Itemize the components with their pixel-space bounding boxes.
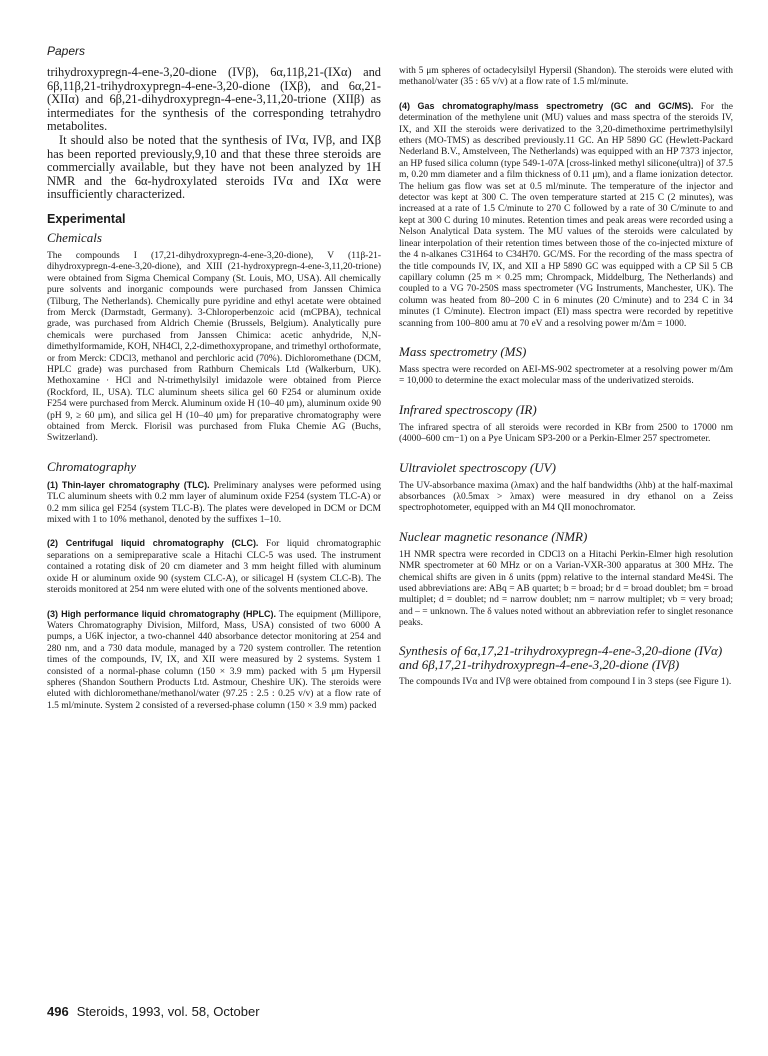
hplc-paragraph bbox=[47, 609, 381, 713]
left-column bbox=[47, 66, 381, 712]
ir-paragraph: The infrared spectra of all steroids were recorded in KBr from 2500 to 17000 nm (4000–600 cm−1) on a Pye Unicam SP3-200 or a Perkin-Elmer 257 spectrometer. bbox=[399, 422, 733, 445]
hplc-text: The equipment (Millipore, Waters Chromatography Division, Milford, Mass, USA) consisted of two 6000 A pumps, a U6K injector, a two-channel 440 absorbance detector monitoring at 254 and 280 nm, and a 730 data module, managed by a 720 system controller. The retention times of the compounds, IV, IX, and XII were measured by 2 systems. System 1 consisted of a normal-phase column (150 × 3.9 mm) packed with 5 μm Hypersil spheres (Shandon Southern Products Ltd. Astmour, Cheshire UK). The steroids were eluted with dichloromethane/methanol/water (97.25 : 2.5 : 0.25 v/v) at a flow rate of 1.5 ml/minute. System 2 consisted of a reversed-phase column (150 × 3.9 mm) packed bbox=[47, 609, 382, 711]
clc-paragraph bbox=[47, 538, 381, 596]
uv-paragraph: The UV-absorbance maxima (λmax) and the half bandwidths (λhb) at the half-maximal absorbances (λ0.5max > λmax) were measured in dry ethanol on a Zeiss spectrophotometer, equipped with an M4 QII monochromator. bbox=[399, 480, 733, 514]
page-number: 496 bbox=[47, 1004, 69, 1019]
uv-heading: Ultraviolet spectroscopy (UV) bbox=[399, 459, 556, 475]
synthesis-heading: Synthesis of 6α,17,21-trihydroxypregn-4-ene-3,20-dione (IVα) and 6β,17,21-trihydroxypregn-4-ene-3,20-dione (IVβ) bbox=[399, 642, 723, 672]
journal-citation: Steroids, 1993, vol. 58, October bbox=[76, 1004, 260, 1019]
section-header: Papers bbox=[47, 44, 86, 58]
nmr-paragraph: 1H NMR spectra were recorded in CDCl3 on a Hitachi Perkin-Elmer high resolution NMR spectrometer at 60 MHz or on a Varian-VXR-300 apparatus at 300 MHz. The chemical shifts are given in δ units (ppm) relative to the internal standard Me4Si. The used abbreviations are: ABq = AB quartet; b = broad; br d = broad doublet; bm = broad multiplet; d = doublet; nd = narrow doublet; nm = narrow multiplet; vb = very broad; and – = unknown. The δ values noted without an abbreviation refer to singlet resonance peaks. bbox=[399, 549, 733, 629]
clc-text: For liquid chromatographic separations on a semipreparative scale a Hitachi CLC-5 was used. The instrument contained a rotating disk of 20 cm diameter and 3 mm height filled with aluminum oxide H or aluminum oxide 90 (system CLC-A), or silicagel H (system CLC-B). The steroids monitored at 254 nm were eluted with one of the solvents mentioned above. bbox=[47, 539, 381, 596]
chemicals-heading: Chemicals bbox=[47, 229, 102, 245]
tlc-title: (1) Thin-layer chromatography (TLC). bbox=[47, 479, 210, 490]
chromatography-heading: Chromatography bbox=[47, 458, 137, 474]
experimental-heading: Experimental bbox=[47, 211, 126, 226]
chemicals-paragraph: The compounds I (17,21-dihydroxypregn-4-ene-3,20-dione), V (11β-21-dihydroxypregn-4-ene-3,20-dione), and XIII (21-hydroxypregn-4-ene-3,11,20-trione) were obtained from Sigma Chemical Company (St. Louis, MO, USA). All chemically pure solvents and inorganic compounds were purchased from Janssen Chimica (Tilburg, The Netherlands). Chemically pure pyridine and ethyl acetate were obtained from Merck (Darmstadt, Germany). 3-Chloroperbenzoic acid (mCPBA), technical grade, was purchased from Aldrich Chemie (Brussels, Belgium). Analytically pure chemicals were purchased from Janssen Chimica: acetic anhydride, N,N-dimethylformamide, KOH, NH4Cl, 2,2-dimethoxypropane, and trimethyl orthoformate, or from Merck: CDCl3, methanol and perchloric acid (70%). Dichloromethane (DCM, HPLC grade) was purchased from Rathburn Chemicals Ltd (Walkerburn, UK). Methoxamine · HCl and N-trimethylsilyl imidazole were obtained from Pierce (Rockford, IL, USA). TLC aluminum sheets silica gel 60 F254 or aluminum oxide F254 were purchased from Merck. Aluminum oxide H (10–40 μm), aluminum oxide 90 (pH 9, ≥ 60 μm), and silica gel H (10–40 μm) for preparative chromatography were obtained from Merck. Florisil was purchased from Fluka Chemie AG (Buchs, Switzerland). bbox=[47, 250, 382, 444]
intro-paragraph-1: trihydroxypregn-4-ene-3,20-dione (IVβ), 6α,11β,21-(IXα) and 6β,11β,21-trihydroxypregn-4-ene-3,20-dione (IXβ), and 6α,21-(XIIα) and 6β,21-dihydroxypregn-4-ene-3,11,20-trione (XIIβ) as intermediates for the synthesis of the corresponding tetrahydro metabolites. bbox=[47, 65, 381, 134]
gcms-text: For the determination of the methylene unit (MU) values and mass spectra of the steroids IV, IX, and XII the steroids were derivatized to the 3,20-dimethoxime pertrimethylsilyl ethers (MO-TMS) as described previously.11 GC. An HP 5890 GC (Hewlett-Packard Nederland B.V., Amstelveen, The Netherlands) was equipped with an HP 7373 injector, an HP fused silica column (type 549-1-07A [cross-linked methyl silicone(ultra)] of 37.5 m, 0.20 mm diameter and a film thickness of 0.11 μm), and a flame ionization detector. The helium gas flow was set at 0.5 ml/minute. The temperature of the injector and detector was kept at 300 C. The oven temperature started at 215 C (2 minutes), was increased at a rate of 1.5 C/minute to 270 C followed by a rate of 30 C/minute to and kept at 300 C during 10 minutes. Retention times and peak areas were recorded using a Nelson Analytical Data system. The MU values of the steroids were calculated by linear interpolation of their retention times between those of the co-injected mixture of the 4 n-alkanes C31H64 to C34H70. GC/MS. For the recording of the mass spectra of the title compounds IV, IX, and XII a HP 5890 GC was equipped with a CP Sil 5 CB capillary column (25 m × 0.25 mm; Chrompack, Middelburg, The Netherlands) and coupled to a VG 70-250S mass spectrometer (VG Instruments, Manchester, UK). The column was heated from 80–200 C in 6 minutes (20 C/minute) and to 234 C in 34 minutes (1 C/minute). Electron impact (EI) mass spectra were recorded by repetitive scanning from 100–800 amu at 70 eV and a resolving power m/Δm = 1000. bbox=[399, 101, 733, 329]
clc-title: (2) Centrifugal liquid chromatography (CLC). bbox=[47, 538, 259, 549]
page-footer bbox=[47, 1004, 260, 1019]
hplc-continued: with 5 μm spheres of octadecylsilyl Hypersil (Shandon). The steroids were eluted with methanol/water (35 : 65 v/v) at a flow rate of 1.5 ml/minute. bbox=[399, 66, 733, 88]
tlc-paragraph bbox=[47, 480, 381, 527]
nmr-heading: Nuclear magnetic resonance (NMR) bbox=[399, 528, 588, 544]
hplc-title: (3) High performance liquid chromatography (HPLC). bbox=[47, 608, 276, 619]
intro-paragraph-2: It should also be noted that the synthesis of IVα, IVβ, and IXβ has been reported previously,9,10 and that these three steroids are commercially available, but they have not been analyzed by 1H NMR and the 6α-hydroxylated steroids IVα and IXα were insufficiently characterized. bbox=[47, 132, 381, 202]
tlc-text: Preliminary analyses were peformed using TLC aluminum sheets with 0.2 mm layer of aluminum oxide F254 (system TLC-A) or 0.2 mm silica gel F254 (system TLC-B). The plates were developed in DCM or DCM mixed with 1 to 10% methanol, denoted by the suffixes 1–10. bbox=[47, 480, 381, 526]
gcms-title: (4) Gas chromatography/mass spectrometry (GC and GC/MS). bbox=[399, 100, 694, 111]
ms-heading: Mass spectrometry (MS) bbox=[399, 343, 527, 359]
ms-paragraph: Mass spectra were recorded on AEI-MS-902 spectrometer at a resolving power m/Δm = 10,000 to determine the exact molecular mass of the underivatized steroids. bbox=[399, 364, 733, 387]
right-column bbox=[399, 66, 733, 688]
gcms-paragraph bbox=[399, 101, 733, 330]
ir-heading: Infrared spectroscopy (IR) bbox=[399, 401, 537, 417]
synthesis-paragraph: The compounds IVα and IVβ were obtained from compound I in 3 steps (see Figure 1). bbox=[399, 676, 732, 687]
